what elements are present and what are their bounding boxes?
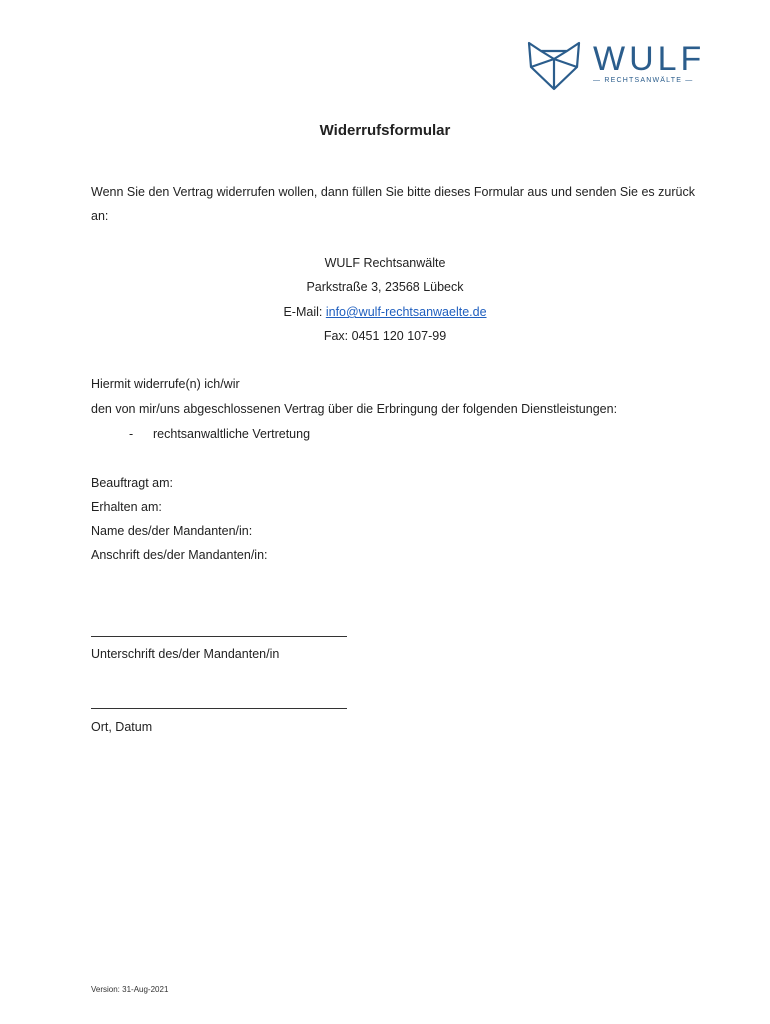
place-date-label: Ort, Datum [91, 720, 153, 734]
logo-wordmark: WULF [593, 40, 706, 78]
version-footer: Version: 31-Aug-2021 [91, 985, 169, 994]
bullet-marker: - [129, 427, 134, 441]
service-item: rechtsanwaltliche Vertretung [153, 427, 311, 441]
field-anschrift: Anschrift des/der Mandanten/in: [91, 548, 268, 562]
email-label: E-Mail: [283, 305, 326, 319]
place-date-line [91, 708, 347, 709]
withdrawal-statement: Hiermit widerrufe(n) ich/wir [91, 377, 240, 391]
logo-subtitle-text: RECHTSANWÄLTE [604, 77, 683, 84]
field-erhalten: Erhalten am: [91, 500, 162, 514]
contract-statement: den von mir/uns abgeschlossenen Vertrag über die Erbringung der folgenden Dienstleistungen: [91, 402, 618, 416]
address-street: Parkstraße 3, 23568 Lübeck [306, 280, 464, 294]
address-email-line [0, 303, 770, 321]
email-link[interactable]: info@wulf-rechtsanwaelte.de [325, 305, 487, 319]
field-name: Name des/der Mandanten/in: [91, 524, 253, 538]
fox-logo-icon [524, 40, 584, 92]
page-title: Widerrufsformular [319, 122, 451, 139]
logo-subtitle: — RECHTSANWÄLTE — [593, 77, 694, 84]
intro-paragraph: Wenn Sie den Vertrag widerrufen wollen, dann füllen Sie bitte dieses Formular aus und senden Sie es zurück an: [91, 185, 695, 223]
address-firm: WULF Rechtsanwälte [324, 256, 446, 270]
field-beauftragt: Beauftragt am: [91, 476, 173, 490]
signature-line [91, 636, 347, 637]
signature-label: Unterschrift des/der Mandanten/in [91, 647, 280, 661]
address-fax: Fax: 0451 120 107-99 [323, 329, 447, 343]
company-logo [524, 40, 704, 92]
